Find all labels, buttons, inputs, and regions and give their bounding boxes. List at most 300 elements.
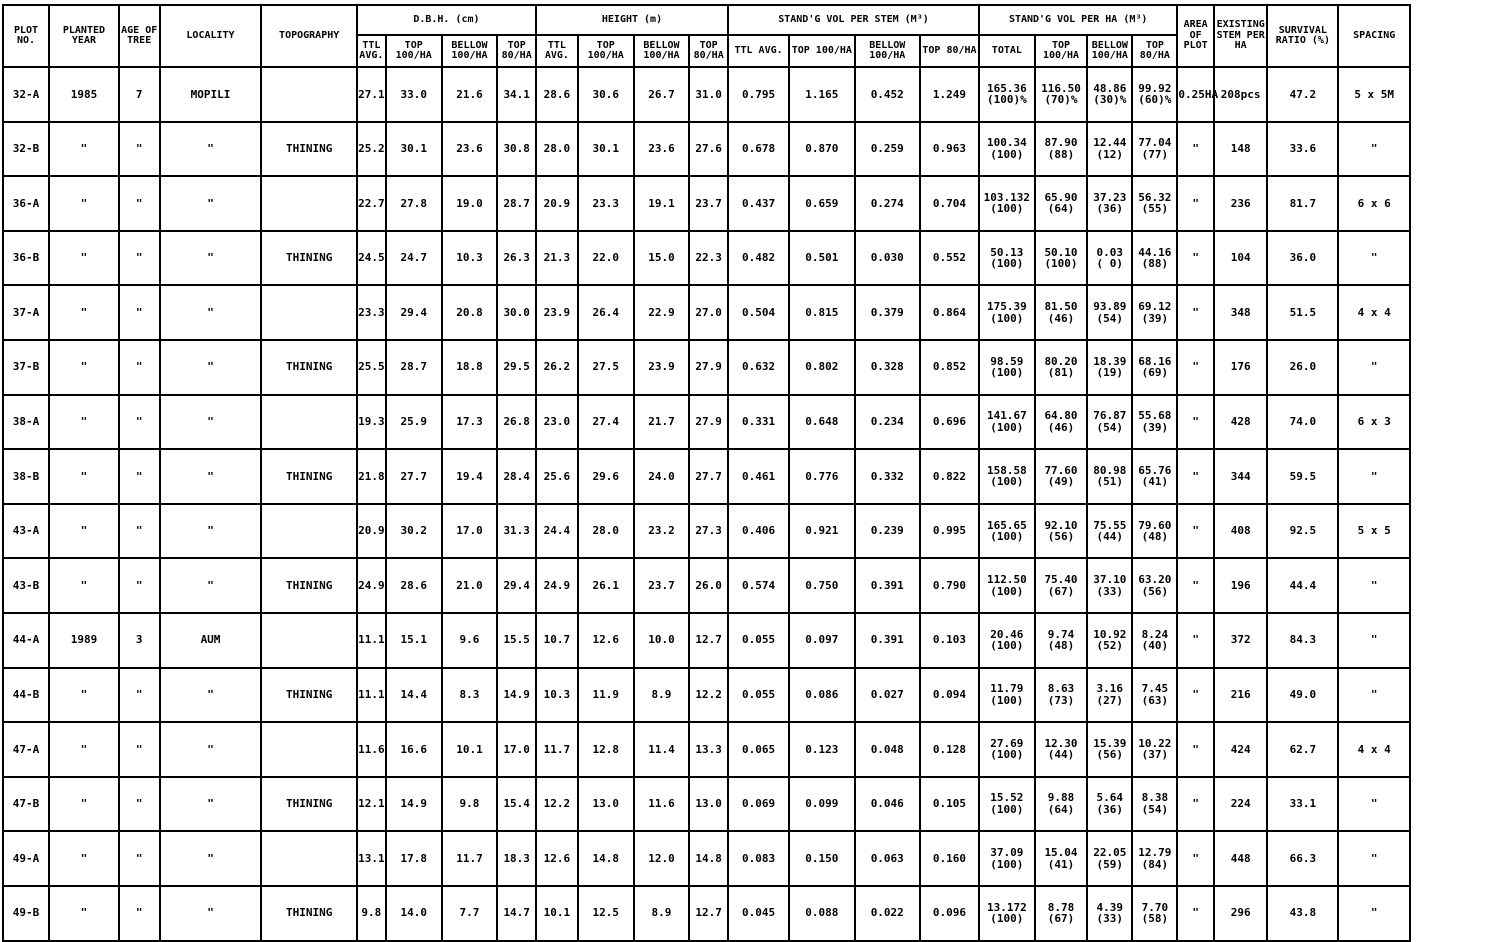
vol-per-ha-percent: (36) [1096,803,1124,817]
topography-cell: THINING [261,340,356,395]
ht-value-cell: 10.1 [536,886,578,941]
vs-value-cell: 0.391 [855,613,920,668]
vol-per-ha-percent: (54) [1096,420,1124,434]
age-cell: " [119,231,160,286]
dbh-value-cell: 30.0 [497,285,536,340]
vol-per-ha-percent: (100) [990,366,1024,380]
vol-per-ha-percent: (41) [1141,475,1169,489]
vs-value-cell: 0.069 [728,777,789,832]
ht-value-cell: 28.6 [536,67,578,122]
table-row [3,886,1495,941]
age-cell: " [119,558,160,613]
vs-value-cell: 0.030 [855,231,920,286]
vol-per-ha-percent: (33) [1096,584,1124,598]
vol-per-ha-percent: (30)% [1093,93,1127,107]
header-dbh-top100: TOP 100/HA [386,35,442,67]
vs-value-cell: 0.103 [920,613,979,668]
dbh-value-cell: 26.3 [497,231,536,286]
header-topography: TOPOGRAPHY [261,5,356,67]
vol-per-ha-percent: (51) [1096,475,1124,489]
existing-stem-cell: 224 [1214,777,1268,832]
area-of-plot-cell: " [1177,668,1213,723]
vol-per-ha-value: 175.39 [986,300,1027,314]
header-vol-per-ha: STAND'G VOL PER HA (M³) [979,5,1177,35]
dbh-value-cell: 17.0 [442,504,498,559]
vs-value-cell: 0.452 [855,67,920,122]
vol-per-ha-cell [1035,722,1088,777]
dbh-value-cell: 21.8 [357,449,386,504]
vs-value-cell: 0.704 [920,176,979,231]
table-row [3,777,1495,832]
vol-per-ha-percent: (63) [1141,693,1169,707]
ht-value-cell: 13.3 [689,722,728,777]
vol-per-ha-percent: (100) [990,803,1024,817]
vol-per-ha-cell [1132,395,1177,450]
table-row [3,558,1495,613]
vs-value-cell: 0.055 [728,613,789,668]
vol-per-ha-percent: (48) [1047,639,1075,653]
dbh-value-cell: 31.3 [497,504,536,559]
vol-per-ha-cell [1132,176,1177,231]
survival-ratio-cell: 49.0 [1267,668,1338,723]
dbh-value-cell: 14.4 [386,668,442,723]
vol-per-ha-cell [1132,122,1177,177]
vol-per-ha-cell [1132,613,1177,668]
vol-per-ha-cell [1035,285,1088,340]
vs-value-cell: 0.123 [789,722,854,777]
plot-no-cell: 47-A [3,722,49,777]
ht-value-cell: 27.6 [689,122,728,177]
planted-year-cell: " [49,886,119,941]
plot-no-cell: 43-A [3,504,49,559]
spacing-cell: " [1338,122,1410,177]
planted-year-cell: " [49,831,119,886]
vs-value-cell: 0.239 [855,504,920,559]
vol-per-ha-percent: (56) [1047,530,1075,544]
ht-value-cell: 15.0 [634,231,690,286]
existing-stem-cell: 216 [1214,668,1268,723]
vs-value-cell: 0.094 [920,668,979,723]
vol-per-ha-cell [979,285,1035,340]
ht-value-cell: 23.2 [634,504,690,559]
vol-per-ha-value: 37.10 [1093,573,1127,587]
dbh-value-cell: 26.8 [497,395,536,450]
vol-per-ha-value: 63.20 [1138,573,1172,587]
dbh-value-cell: 10.3 [442,231,498,286]
dbh-value-cell: 23.3 [357,285,386,340]
header-ht-top80: TOP 80/HA [689,35,728,67]
vs-value-cell: 0.776 [789,449,854,504]
dbh-value-cell: 19.4 [442,449,498,504]
header-planted-year: PLANTED YEAR [49,5,119,67]
dbh-value-cell: 9.6 [442,613,498,668]
vs-value-cell: 0.099 [789,777,854,832]
existing-stem-cell: 148 [1214,122,1268,177]
ht-value-cell: 10.7 [536,613,578,668]
vol-per-ha-percent: (33) [1096,912,1124,926]
ht-value-cell: 26.1 [578,558,634,613]
existing-stem-cell: 208pcs [1214,67,1268,122]
vol-per-ha-value: 20.46 [990,627,1024,641]
vs-value-cell: 0.504 [728,285,789,340]
vol-per-ha-cell [1132,722,1177,777]
ht-value-cell: 10.3 [536,668,578,723]
vol-per-ha-cell [1087,395,1132,450]
vol-per-ha-cell [1035,504,1088,559]
header-existing-stem: EXISTING STEM PER HA [1214,5,1268,67]
vs-value-cell: 0.963 [920,122,979,177]
vol-per-ha-value: 3.16 [1096,682,1124,696]
vol-per-ha-value: 75.55 [1093,518,1127,532]
vol-per-ha-value: 5.64 [1096,791,1124,805]
table-row [3,176,1495,231]
vol-per-ha-cell [1132,831,1177,886]
area-of-plot-cell: " [1177,831,1213,886]
topography-cell: THINING [261,558,356,613]
ht-value-cell: 11.9 [578,668,634,723]
table-row [3,231,1495,286]
topography-cell [261,831,356,886]
vol-per-ha-cell [1035,668,1088,723]
vol-per-ha-percent: (100) [990,857,1024,871]
vs-value-cell: 0.048 [855,722,920,777]
ht-value-cell: 27.4 [578,395,634,450]
locality-cell: MOPILI [160,67,262,122]
vol-per-ha-value: 80.98 [1093,463,1127,477]
age-cell: " [119,777,160,832]
vol-per-ha-percent: (41) [1047,857,1075,871]
area-of-plot-cell: " [1177,558,1213,613]
vol-per-ha-cell [1035,831,1088,886]
spacing-cell: " [1338,449,1410,504]
vs-value-cell: 0.234 [855,395,920,450]
table-row [3,831,1495,886]
plot-no-cell: 49-B [3,886,49,941]
age-cell: " [119,504,160,559]
ht-value-cell: 21.3 [536,231,578,286]
vol-per-ha-value: 77.60 [1044,463,1078,477]
header-vha-top80: TOP 80/HA [1132,35,1177,67]
vol-per-ha-value: 44.16 [1138,245,1172,259]
area-of-plot-cell: " [1177,449,1213,504]
vs-value-cell: 0.870 [789,122,854,177]
vs-value-cell: 0.852 [920,340,979,395]
vol-per-ha-cell [1087,67,1132,122]
vs-value-cell: 0.552 [920,231,979,286]
vol-per-ha-value: 18.39 [1093,354,1127,368]
plot-no-cell: 38-A [3,395,49,450]
vs-value-cell: 0.659 [789,176,854,231]
survival-ratio-cell: 47.2 [1267,67,1338,122]
planted-year-cell: " [49,449,119,504]
area-of-plot-cell: " [1177,176,1213,231]
vs-value-cell: 0.391 [855,558,920,613]
ht-value-cell: 8.9 [634,886,690,941]
vol-per-ha-cell [1087,231,1132,286]
vs-value-cell: 0.097 [789,613,854,668]
dbh-value-cell: 21.0 [442,558,498,613]
age-cell: " [119,122,160,177]
vol-per-ha-value: 15.04 [1044,846,1078,860]
vol-per-ha-cell [979,176,1035,231]
vs-value-cell: 0.063 [855,831,920,886]
vol-per-ha-percent: (36) [1096,202,1124,216]
vs-value-cell: 0.995 [920,504,979,559]
vs-value-cell: 0.815 [789,285,854,340]
vs-value-cell: 0.160 [920,831,979,886]
ht-value-cell: 31.0 [689,67,728,122]
vol-per-ha-cell [1087,504,1132,559]
planted-year-cell: " [49,395,119,450]
vs-value-cell: 0.406 [728,504,789,559]
vol-per-ha-value: 75.40 [1044,573,1078,587]
vol-per-ha-cell [979,67,1035,122]
dbh-value-cell: 29.4 [497,558,536,613]
ht-value-cell: 28.0 [578,504,634,559]
vs-value-cell: 1.165 [789,67,854,122]
header-dbh-ttl-avg: TTL AVG. [357,35,386,67]
dbh-value-cell: 10.1 [442,722,498,777]
dbh-value-cell: 12.1 [357,777,386,832]
vol-per-ha-value: 50.13 [990,245,1024,259]
vs-value-cell: 0.461 [728,449,789,504]
plot-no-cell: 49-A [3,831,49,886]
vol-per-ha-cell [1132,777,1177,832]
topography-cell [261,176,356,231]
ht-value-cell: 28.0 [536,122,578,177]
locality-cell: " [160,340,262,395]
ht-value-cell: 12.8 [578,722,634,777]
ht-value-cell: 23.9 [536,285,578,340]
vol-per-ha-cell [1035,231,1088,286]
area-of-plot-cell: " [1177,231,1213,286]
vol-per-ha-value: 99.92 [1138,81,1172,95]
ht-value-cell: 12.2 [536,777,578,832]
vol-per-ha-percent: (100) [1044,257,1078,271]
vol-per-ha-percent: (100) [990,311,1024,325]
vs-value-cell: 0.437 [728,176,789,231]
topography-cell: THINING [261,449,356,504]
area-of-plot-cell: " [1177,886,1213,941]
spacing-cell: " [1338,831,1410,886]
vol-per-ha-value: 9.88 [1047,791,1075,805]
ht-value-cell: 27.9 [689,340,728,395]
dbh-value-cell: 25.5 [357,340,386,395]
vol-per-ha-value: 76.87 [1093,409,1127,423]
spacing-cell: " [1338,886,1410,941]
spacing-cell: 4 x 4 [1338,285,1410,340]
planted-year-cell: " [49,558,119,613]
vs-value-cell: 0.648 [789,395,854,450]
vol-per-ha-value: 165.65 [986,518,1027,532]
vs-value-cell: 0.921 [789,504,854,559]
ht-value-cell: 23.7 [689,176,728,231]
dbh-value-cell: 27.7 [386,449,442,504]
vol-per-ha-value: 12.44 [1093,136,1127,150]
header-ht-top100: TOP 100/HA [578,35,634,67]
ht-value-cell: 23.0 [536,395,578,450]
locality-cell: " [160,449,262,504]
header-locality: LOCALITY [160,5,262,67]
plot-data-table [2,4,1496,942]
vol-per-ha-percent: (56) [1096,748,1124,762]
vol-per-ha-cell [1132,340,1177,395]
vol-per-ha-percent: (100) [990,257,1024,271]
spacing-cell: " [1338,777,1410,832]
planted-year-cell: " [49,722,119,777]
vs-value-cell: 0.096 [920,886,979,941]
planted-year-cell: " [49,340,119,395]
header-vs-bellow100: BELLOW 100/HA [855,35,920,67]
age-cell: " [119,886,160,941]
ht-value-cell: 26.2 [536,340,578,395]
ht-value-cell: 14.8 [689,831,728,886]
vs-value-cell: 0.574 [728,558,789,613]
vs-value-cell: 0.864 [920,285,979,340]
locality-cell: " [160,886,262,941]
existing-stem-cell: 196 [1214,558,1268,613]
vol-per-ha-percent: (64) [1047,803,1075,817]
vol-per-ha-value: 141.67 [986,409,1027,423]
planted-year-cell: 1989 [49,613,119,668]
ht-value-cell: 11.6 [634,777,690,832]
plot-no-cell: 32-B [3,122,49,177]
vol-per-ha-value: 79.60 [1138,518,1172,532]
vol-per-ha-cell [1087,340,1132,395]
dbh-value-cell: 19.3 [357,395,386,450]
vol-per-ha-cell [1035,122,1088,177]
vs-value-cell: 0.802 [789,340,854,395]
plot-no-cell: 44-B [3,668,49,723]
vol-per-ha-value: 87.90 [1044,136,1078,150]
table-row [3,340,1495,395]
spacing-cell: " [1338,558,1410,613]
vol-per-ha-percent: (56) [1141,584,1169,598]
vol-per-ha-value: 8.38 [1141,791,1169,805]
dbh-value-cell: 14.9 [497,668,536,723]
age-cell: " [119,449,160,504]
vol-per-ha-cell [1035,395,1088,450]
area-of-plot-cell: " [1177,613,1213,668]
ht-value-cell: 23.3 [578,176,634,231]
dbh-value-cell: 9.8 [357,886,386,941]
vol-per-ha-cell [979,558,1035,613]
age-cell: " [119,395,160,450]
vol-per-ha-percent: (100)% [986,93,1027,107]
vs-value-cell: 0.501 [789,231,854,286]
vs-value-cell: 0.795 [728,67,789,122]
vol-per-ha-percent: (100) [990,147,1024,161]
ht-value-cell: 27.3 [689,504,728,559]
header-vha-top100: TOP 100/HA [1035,35,1088,67]
age-cell: 7 [119,67,160,122]
vol-per-ha-value: 8.78 [1047,900,1075,914]
vol-per-ha-value: 37.09 [990,846,1024,860]
planted-year-cell: " [49,285,119,340]
header-ht-ttl-avg: TTL AVG. [536,35,578,67]
vol-per-ha-percent: (100) [990,202,1024,216]
vs-value-cell: 0.331 [728,395,789,450]
vol-per-ha-value: 92.10 [1044,518,1078,532]
table-body [3,67,1495,941]
ht-value-cell: 20.9 [536,176,578,231]
vol-per-ha-value: 37.23 [1093,190,1127,204]
vol-per-ha-value: 68.16 [1138,354,1172,368]
existing-stem-cell: 236 [1214,176,1268,231]
topography-cell [261,67,356,122]
vol-per-ha-value: 98.59 [990,354,1024,368]
vol-per-ha-percent: (12) [1096,147,1124,161]
survival-ratio-cell: 51.5 [1267,285,1338,340]
spacing-cell: 6 x 3 [1338,395,1410,450]
vol-per-ha-cell [1087,831,1132,886]
vol-per-ha-cell [1087,285,1132,340]
dbh-value-cell: 15.4 [497,777,536,832]
vol-per-ha-value: 15.52 [990,791,1024,805]
dbh-value-cell: 24.7 [386,231,442,286]
vol-per-ha-value: 9.74 [1047,627,1075,641]
ht-value-cell: 12.6 [578,613,634,668]
vol-per-ha-percent: (27) [1096,693,1124,707]
vs-value-cell: 0.083 [728,831,789,886]
vol-per-ha-cell [979,504,1035,559]
vs-value-cell: 0.822 [920,449,979,504]
dbh-value-cell: 9.8 [442,777,498,832]
ht-value-cell: 11.4 [634,722,690,777]
vs-value-cell: 0.045 [728,886,789,941]
vol-per-ha-cell [1035,449,1088,504]
vol-per-ha-cell [979,831,1035,886]
area-of-plot-cell: " [1177,122,1213,177]
header-dbh-top80: TOP 80/HA [497,35,536,67]
vs-value-cell: 0.086 [789,668,854,723]
vol-per-ha-percent: (100) [990,584,1024,598]
area-of-plot-cell: 0.25HA [1177,67,1213,122]
table-row [3,668,1495,723]
locality-cell: " [160,831,262,886]
vol-per-ha-percent: (49) [1047,475,1075,489]
survival-ratio-cell: 62.7 [1267,722,1338,777]
vol-per-ha-cell [979,340,1035,395]
vol-per-ha-cell [1132,886,1177,941]
vs-value-cell: 0.790 [920,558,979,613]
dbh-value-cell: 33.0 [386,67,442,122]
existing-stem-cell: 408 [1214,504,1268,559]
existing-stem-cell: 372 [1214,613,1268,668]
survival-ratio-cell: 74.0 [1267,395,1338,450]
spacing-cell: " [1338,613,1410,668]
existing-stem-cell: 448 [1214,831,1268,886]
vol-per-ha-percent: (67) [1047,584,1075,598]
dbh-value-cell: 14.0 [386,886,442,941]
age-cell: " [119,285,160,340]
dbh-value-cell: 11.1 [357,668,386,723]
locality-cell: " [160,722,262,777]
ht-value-cell: 27.0 [689,285,728,340]
topography-cell: THINING [261,668,356,723]
vol-per-ha-value: 165.36 [986,81,1027,95]
dbh-value-cell: 25.9 [386,395,442,450]
ht-value-cell: 19.1 [634,176,690,231]
survival-ratio-cell: 81.7 [1267,176,1338,231]
vol-per-ha-value: 48.86 [1093,81,1127,95]
vol-per-ha-cell [1132,668,1177,723]
dbh-value-cell: 18.8 [442,340,498,395]
vol-per-ha-percent: (100) [990,420,1024,434]
ht-value-cell: 12.2 [689,668,728,723]
vol-per-ha-cell [1132,285,1177,340]
ht-value-cell: 26.4 [578,285,634,340]
